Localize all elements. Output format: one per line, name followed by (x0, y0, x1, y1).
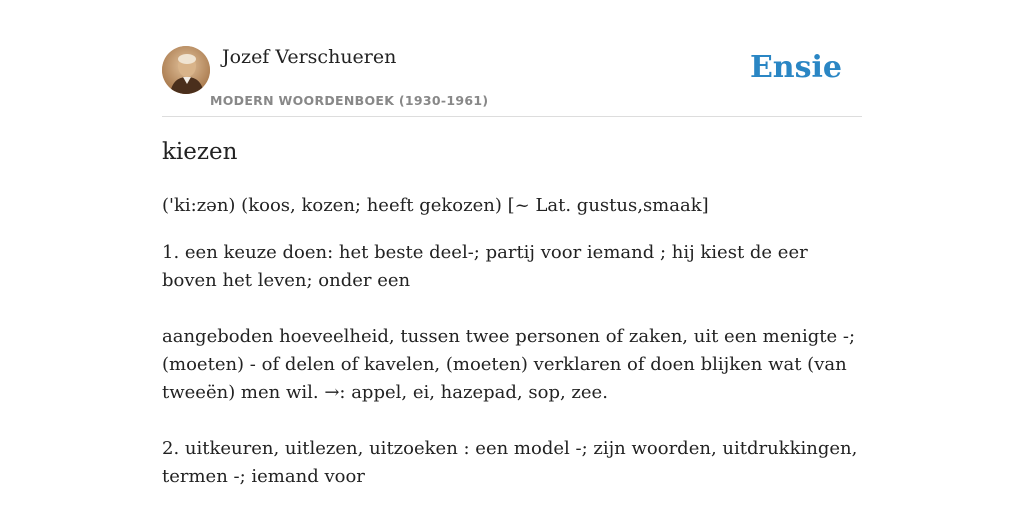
author-name[interactable]: Jozef Verschueren (222, 46, 397, 68)
definition-paragraph: 1. een keuze doen: het beste deel-; partij voor iemand ; hij kiest de eer boven het leven; onder een (162, 242, 808, 291)
entry-pronunciation: ('ki:zən) (koos, kozen; heeft gekozen) [~ Lat. gustus,smaak] (162, 195, 709, 216)
entry-body (162, 192, 862, 491)
entry-title: kiezen (162, 139, 238, 165)
definition-paragraph: 2. uitkeuren, uitlezen, uitzoeken : een model -; zijn woorden, uitdrukkingen, termen -; iemand voor (162, 438, 858, 487)
author-avatar[interactable] (162, 46, 210, 94)
ensie-logo[interactable]: Ensie (749, 50, 842, 85)
entry-header (162, 44, 862, 117)
definition-paragraph: aangeboden hoeveelheid, tussen twee personen of zaken, uit een menigte -; (moeten) - of delen of kavelen, (moeten) verklaren of doen blijken wat (van tweeën) men wil. →: appel, ei, hazepad, sop, zee. (162, 326, 856, 403)
author-portrait-icon (162, 46, 210, 94)
source-title[interactable]: MODERN WOORDENBOEK (1930-1961) (210, 93, 489, 108)
